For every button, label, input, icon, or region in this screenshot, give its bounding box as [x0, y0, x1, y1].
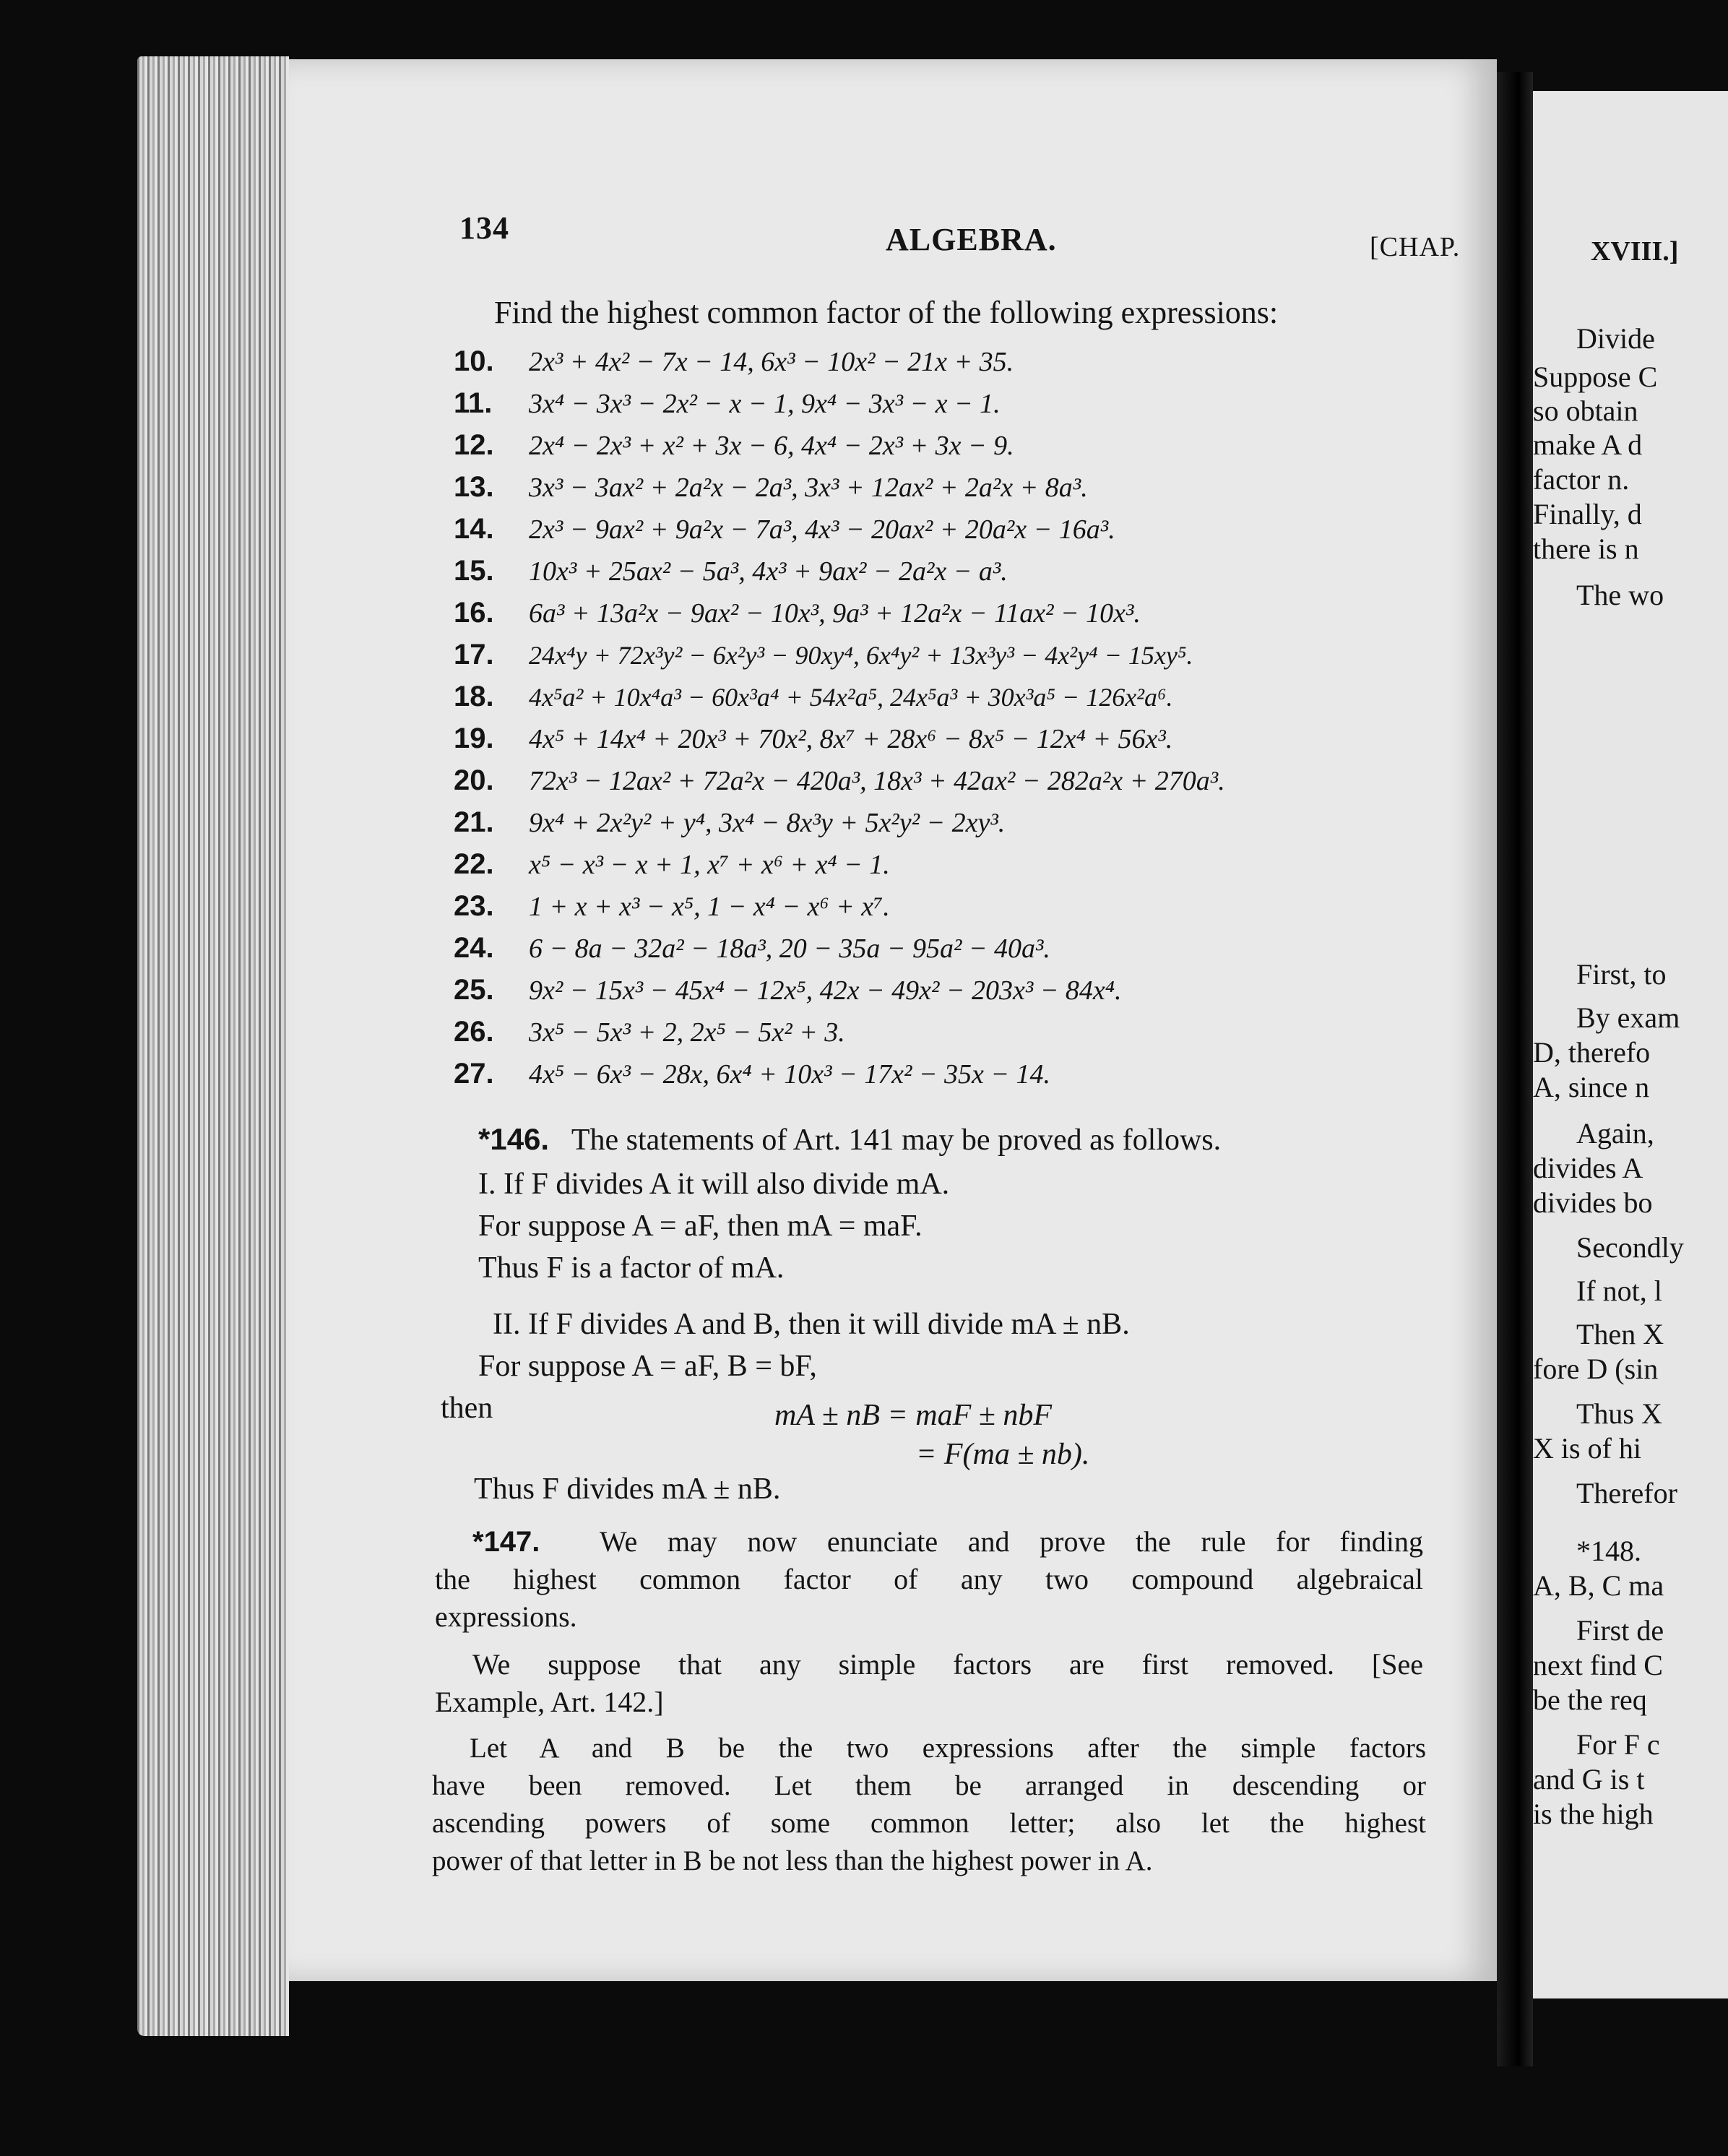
exercise-expression: 3x⁵ − 5x³ + 2, 2x⁵ − 5x² + 3. — [529, 1017, 845, 1048]
right-page-line: The wo — [1576, 579, 1664, 611]
exercise-expression: 2x⁴ − 2x³ + x² + 3x − 6, 4x⁴ − 2x³ + 3x − 9. — [529, 431, 1014, 461]
exercise-item — [454, 848, 890, 881]
right-running-title: XVIII.] — [1591, 236, 1679, 267]
right-page-line: By exam — [1576, 1001, 1680, 1034]
art147-line: Example, Art. 142.] — [435, 1686, 664, 1718]
right-page-line: First, to — [1576, 958, 1667, 991]
art147-line: have been removed. Let them be arranged in descending or — [432, 1770, 1426, 1801]
right-page-line: there is n — [1533, 532, 1639, 565]
art147-line: We suppose that any simple factors are first removed. [See — [472, 1648, 1423, 1681]
right-page-line: divides bo — [1533, 1186, 1653, 1219]
right-page-line: so obtain — [1533, 394, 1638, 427]
exercise-number: 22. — [454, 848, 494, 880]
exercise-expression: 9x² − 15x³ − 45x⁴ − 12x⁵, 42x − 49x² − 203x³ − 84x⁴. — [529, 975, 1122, 1006]
exercise-item — [454, 429, 1014, 462]
right-page-line: X is of hi — [1533, 1432, 1641, 1465]
exercise-expression: 6a³ + 13a²x − 9ax² − 10x³, 9a³ + 12a²x − 11ax² − 10x³. — [529, 598, 1141, 629]
art147-line: the highest common factor of any two compound algebraical — [435, 1563, 1423, 1595]
art146-case1-thus: Thus F is a factor of mA. — [478, 1251, 785, 1285]
page-number: 134 — [459, 210, 509, 246]
exercise-number: 27. — [454, 1058, 494, 1090]
art146-equation-2: = F(ma ± nb). — [916, 1438, 1090, 1471]
exercise-item — [454, 471, 1088, 504]
page-edges — [137, 56, 289, 2036]
art146-case1: I. If F divides A it will also divide mA. — [478, 1168, 950, 1201]
exercise-number: 10. — [454, 345, 494, 377]
exercise-item — [454, 932, 1050, 965]
exercise-item — [454, 345, 1014, 378]
exercise-expression: 1 + x + x³ − x⁵, 1 − x⁴ − x⁶ + x⁷. — [529, 892, 890, 922]
exercise-number: 25. — [454, 974, 494, 1006]
right-page-line: Suppose C — [1533, 361, 1658, 393]
exercise-expression: 72x³ − 12ax² + 72a²x − 420a³, 18x³ + 42ax² − 282a²x + 270a³. — [529, 766, 1225, 796]
art146-case2: II. If F divides A and B, then it will divide mA ± nB. — [493, 1308, 1130, 1341]
exercise-expression: 4x⁵a² + 10x⁴a³ − 60x³a⁴ + 54x²a⁵, 24x⁵a³ + 30x³a⁵ − 126x²a⁶. — [529, 683, 1173, 712]
exercise-item — [454, 723, 1172, 755]
right-page-line: factor n. — [1533, 463, 1630, 496]
exercise-instruction: Find the highest common factor of the following expressions: — [494, 295, 1279, 330]
exercise-item — [454, 1016, 845, 1048]
right-page-line: next find C — [1533, 1649, 1663, 1681]
exercise-item — [454, 974, 1122, 1006]
exercise-number: 23. — [454, 890, 494, 922]
exercise-expression: 2x³ − 9ax² + 9a²x − 7a³, 4x³ − 20ax² + 20a²x − 16a³. — [529, 514, 1115, 545]
art147-line — [435, 1523, 1423, 1561]
right-page-line: make A d — [1533, 428, 1643, 461]
right-page-line: For F c — [1576, 1728, 1660, 1761]
exercise-number: 12. — [454, 429, 494, 461]
right-page-line: Finally, d — [1533, 498, 1642, 530]
art146-case2-proof: For suppose A = aF, B = bF, — [478, 1350, 817, 1383]
art147-line: power of that letter in B be not less than the highest power in A. — [432, 1845, 1153, 1876]
right-page-line: Then X — [1576, 1318, 1664, 1350]
right-page-line: If not, l — [1576, 1275, 1662, 1307]
exercise-number: 19. — [454, 723, 494, 754]
right-page-line: divides A — [1533, 1152, 1643, 1184]
exercise-expression: 3x⁴ − 3x³ − 2x² − x − 1, 9x⁴ − 3x³ − x − 1. — [529, 389, 1001, 419]
exercise-number: 16. — [454, 597, 494, 629]
exercise-number: 14. — [454, 513, 494, 545]
exercise-expression: x⁵ − x³ − x + 1, x⁷ + x⁶ + x⁴ − 1. — [529, 850, 890, 880]
right-page-line: Therefor — [1576, 1477, 1677, 1509]
exercise-expression: 4x⁵ + 14x⁴ + 20x³ + 70x², 8x⁷ + 28x⁶ − 8x⁵ − 12x⁴ + 56x³. — [529, 724, 1173, 754]
exercise-expression: 9x⁴ + 2x²y² + y⁴, 3x⁴ − 8x³y + 5x²y² − 2xy³. — [529, 808, 1006, 838]
art147-line: ascending powers of some common letter; also let the highest — [432, 1808, 1426, 1839]
art147-paragraph-1 — [435, 1523, 1423, 1636]
art146-then: then — [441, 1392, 493, 1425]
right-page-line: *148. — [1576, 1535, 1641, 1567]
exercise-expression: 4x⁵ − 6x³ − 28x, 6x⁴ + 10x³ − 17x² − 35x − 14. — [529, 1059, 1051, 1090]
art146-heading: The statements of Art. 141 may be proved as follows. — [571, 1124, 1222, 1157]
exercise-number: 21. — [454, 806, 494, 838]
right-page-line: First de — [1576, 1614, 1664, 1647]
right-page-line: D, therefo — [1533, 1036, 1651, 1069]
art147-paragraph-2 — [435, 1646, 1423, 1721]
exercise-number: 20. — [454, 764, 494, 796]
right-page-line: and G is t — [1533, 1763, 1645, 1795]
exercise-item — [454, 387, 1001, 420]
exercise-item — [454, 681, 1172, 713]
exercise-item — [454, 1058, 1050, 1090]
right-page-line: is the high — [1533, 1798, 1654, 1830]
running-title: ALGEBRA. — [886, 222, 1057, 257]
exercise-number: 26. — [454, 1016, 494, 1048]
art147-text: We may now enunciate and prove the rule for finding — [599, 1525, 1424, 1558]
exercise-item — [454, 639, 1193, 671]
article-number: *147. — [472, 1526, 540, 1558]
art146-case1-proof: For suppose A = aF, then mA = maF. — [478, 1209, 923, 1243]
book-gutter — [1497, 72, 1533, 2066]
chapter-marker: [CHAP. — [1370, 232, 1461, 262]
right-page-line: A, since n — [1533, 1071, 1650, 1103]
exercise-expression: 2x³ + 4x² − 7x − 14, 6x³ − 10x² − 21x + 35. — [529, 347, 1014, 377]
art147-line: Let A and B be the two expressions after the simple factors — [470, 1733, 1426, 1764]
right-page-line: Secondly — [1576, 1231, 1684, 1264]
exercise-number: 13. — [454, 471, 494, 503]
exercise-number: 15. — [454, 555, 494, 587]
exercise-item — [454, 890, 890, 923]
art146-equation-1: mA ± nB = maF ± nbF — [774, 1399, 1052, 1432]
exercise-number: 18. — [454, 681, 494, 712]
exercise-item — [454, 806, 1005, 839]
exercise-item — [454, 555, 1008, 587]
art147-line: expressions. — [435, 1600, 577, 1633]
exercise-number: 24. — [454, 932, 494, 964]
exercise-item — [454, 764, 1225, 797]
right-page-line: Divide — [1576, 322, 1655, 355]
exercise-expression: 10x³ + 25ax² − 5a³, 4x³ + 9ax² − 2a²x − a³. — [529, 556, 1008, 587]
exercise-number: 11. — [454, 387, 493, 419]
exercise-item — [454, 597, 1141, 629]
exercise-expression: 24x⁴y + 72x³y² − 6x²y³ − 90xy⁴, 6x⁴y² + 13x³y³ − 4x²y⁴ − 15xy⁵. — [529, 641, 1193, 670]
article-number: *146. — [478, 1122, 550, 1156]
art146-heading-line — [478, 1120, 1221, 1160]
right-page-line: be the req — [1533, 1683, 1647, 1716]
right-page-line: A, B, C ma — [1533, 1569, 1664, 1602]
exercise-number: 17. — [454, 639, 494, 670]
right-page-line: fore D (sin — [1533, 1353, 1659, 1385]
right-page-line: Thus X — [1576, 1397, 1662, 1430]
art146-case2-thus: Thus F divides mA ± nB. — [474, 1472, 781, 1506]
exercise-expression: 3x³ − 3ax² + 2a²x − 2a³, 3x³ + 12ax² + 2a²x + 8a³. — [529, 473, 1088, 503]
right-page-line: Again, — [1576, 1117, 1654, 1150]
art147-paragraph-3 — [432, 1730, 1426, 1880]
exercise-expression: 6 − 8a − 32a² − 18a³, 20 − 35a − 95a² − 40a³. — [529, 933, 1050, 964]
exercise-item — [454, 513, 1115, 546]
right-page — [1533, 91, 1728, 1998]
